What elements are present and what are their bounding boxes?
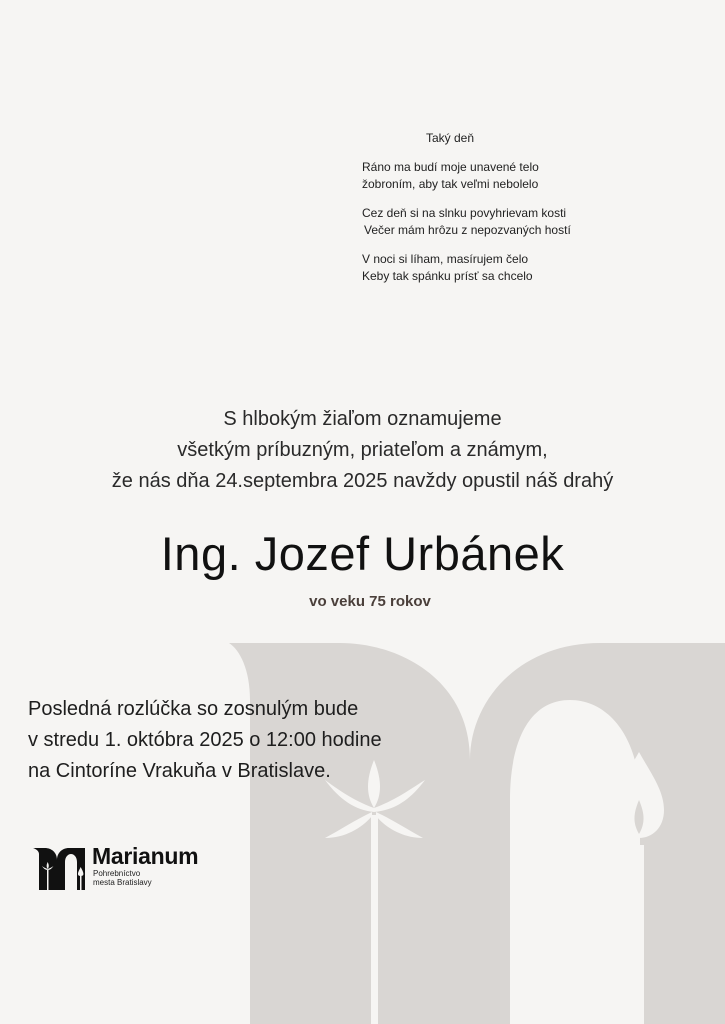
poem-title: Taký deň xyxy=(426,131,475,145)
announcement-line: všetkým príbuzným, priateľom a známym, xyxy=(177,439,548,461)
announcement-line: S hlbokým žiaľom oznamujeme xyxy=(223,408,502,430)
logo-subtitle-line: mesta Bratislavy xyxy=(93,878,152,887)
logo-name: Marianum xyxy=(92,843,199,869)
logo-subtitle-line: Pohrebníctvo xyxy=(93,869,141,878)
poem-stanza xyxy=(362,251,622,285)
deceased-name: Ing. Jozef Urbánek xyxy=(160,527,565,580)
poem xyxy=(362,130,622,297)
announcement-line: že nás dňa 24.septembra 2025 navždy opustil náš drahý xyxy=(111,470,614,492)
poem-line: Večer mám hrôzu z nepozvaných hostí xyxy=(364,223,571,237)
poem-line: Cez deň si na slnku povyhrievam kosti xyxy=(362,206,567,220)
poem-line: Ráno ma budí moje unavené telo xyxy=(362,160,539,174)
poem-line: žobroním, aby tak veľmi nebolelo xyxy=(362,177,539,191)
marianum-logo-icon xyxy=(33,846,85,890)
poem-line: Keby tak spánku prísť sa chcelo xyxy=(362,269,533,283)
farewell-line: na Cintoríne Vrakuňa v Bratislave. xyxy=(28,760,331,782)
poem-line: V noci si líham, masírujem čelo xyxy=(362,252,529,266)
farewell-info xyxy=(28,694,448,787)
marianum-logo xyxy=(33,843,233,893)
deceased-age: vo veku 75 rokov xyxy=(309,593,431,610)
poem-stanza xyxy=(362,205,622,239)
farewell-line: v stredu 1. októbra 2025 o 12:00 hodine xyxy=(28,729,382,751)
logo-subtitle xyxy=(93,869,152,887)
announcement xyxy=(0,404,725,497)
farewell-line: Posledná rozlúčka so zosnulým bude xyxy=(28,698,359,720)
poem-stanza xyxy=(362,159,622,193)
